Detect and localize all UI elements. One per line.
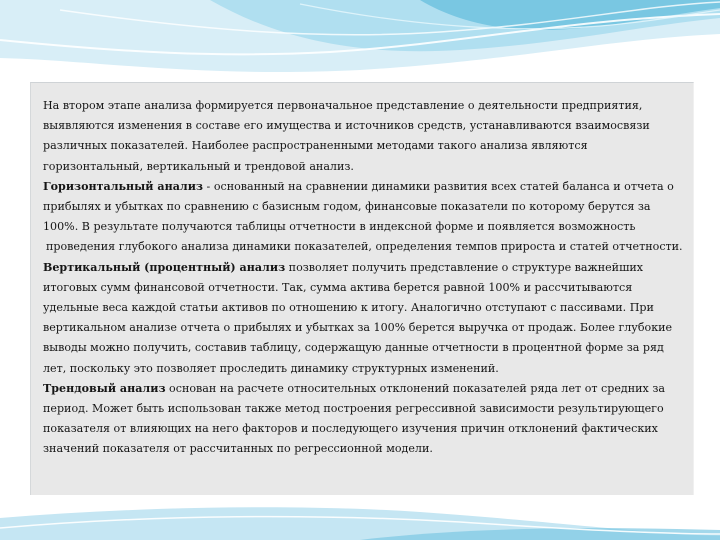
line-text: 100%. В результате получаются таблицы отчетности в индексной форме и появляется возможность [43, 220, 636, 234]
paragraph-line [43, 399, 693, 419]
paragraph-line [43, 439, 693, 459]
term-trend-analysis: Трендовый анализ [43, 381, 166, 395]
line-text: итоговых сумм финансовой отчетности. Так, сумма актива берется равной 100% и рассчитываются [43, 280, 633, 294]
line-text: удельные веса каждой статьи активов по отношению к итогу. Аналогично отступают с пассивами. При [43, 301, 654, 315]
term-horizontal-analysis: Горизонтальный анализ [43, 179, 204, 193]
line-text: значений показателя от рассчитанных по регрессионной модели. [43, 442, 433, 456]
line-text: показателя от влияющих на него факторов и последующего изучения причин отклонений фактических [43, 422, 658, 436]
line-text: проведения глубокого анализа динамики показателей, определения темпов прироста и статей отчетности. [46, 240, 683, 254]
bottom-wave-decoration [0, 500, 720, 540]
line-text: горизонтальный, вертикальный и трендовой анализ. [43, 159, 354, 173]
paragraph-line [43, 177, 693, 197]
paragraph-line [43, 96, 693, 116]
paragraph-line [43, 237, 693, 257]
paragraph-line [43, 157, 693, 177]
line-text: основан на расчете относительных отклонений показателей ряда лет от средних за [165, 381, 665, 395]
term-vertical-analysis: Вертикальный (процентный) анализ [43, 260, 286, 274]
paragraph-line [43, 258, 693, 278]
paragraph-line [43, 419, 693, 439]
paragraph-line [43, 136, 693, 156]
line-text: выявляются изменения в составе его имущества и источников средств, устанавливаются взаимосвязи [43, 119, 650, 133]
paragraph-line [43, 298, 693, 318]
paragraph-line [43, 338, 693, 358]
paragraph-line [43, 379, 693, 399]
body-text [43, 96, 693, 460]
line-text: различных показателей. Наиболее распространенными методами такого анализа являются [43, 139, 588, 153]
paragraph-line [43, 278, 693, 298]
top-wave-decoration [0, 0, 720, 80]
line-text: На втором этапе анализа формируется первоначальное представление о деятельности предприятия, [43, 99, 643, 112]
paragraph-line [43, 318, 693, 338]
line-text: период. Может быть использован также метод построения регрессивной зависимости результирующего [43, 402, 664, 416]
line-text: лет, поскольку это позволяет проследить динамику структурных изменений. [43, 361, 499, 375]
line-text: выводы можно получить, составив таблицу, содержащую данные отчетности в процентной форме за ряд [43, 341, 664, 355]
paragraph-line [43, 359, 693, 379]
paragraph-line [43, 197, 693, 217]
paragraph-line [43, 116, 693, 136]
line-text: - основанный на сравнении динамики развития всех статей баланса и отчета о [203, 179, 674, 193]
line-text: позволяет получить представление о структуре важнейших [285, 260, 644, 274]
paragraph-line [43, 217, 693, 237]
line-text: прибылях и убытках по сравнению с базисным годом, финансовые показатели по которому берутся за [43, 200, 651, 214]
line-text: вертикальном анализе отчета о прибылях и убытках за 100% берется выручка от продаж. Более глубокие [43, 321, 673, 335]
